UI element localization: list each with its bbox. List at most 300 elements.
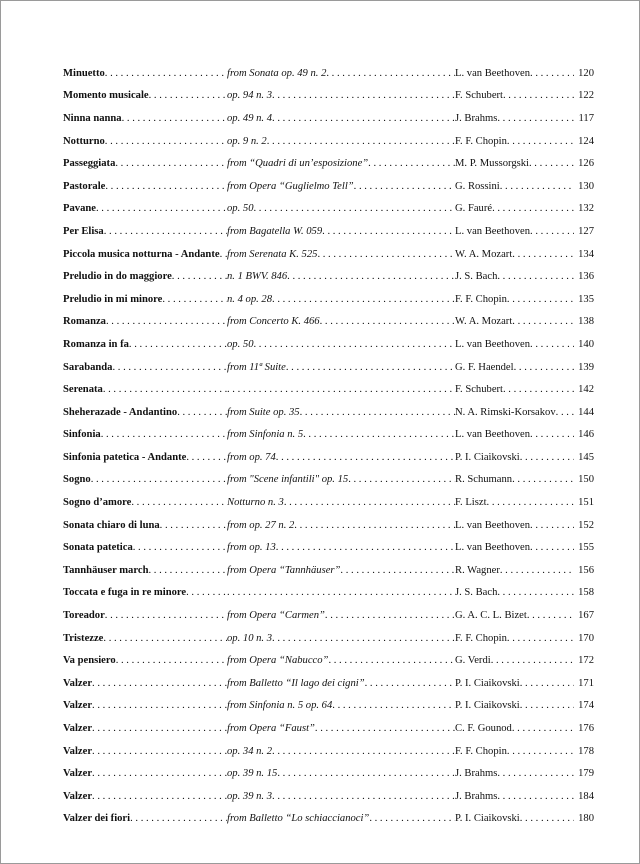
- page-number: 179: [578, 768, 594, 780]
- dot-leader: [272, 90, 455, 101]
- source-work-cell: [227, 452, 455, 463]
- source-work-cell: [227, 294, 455, 305]
- source-work-cell: [227, 587, 455, 598]
- dot-leader: [112, 362, 227, 373]
- source-work: from Balletto “Lo schiaccianoci”: [227, 813, 370, 825]
- composer: M. P. Mussorgski: [455, 158, 529, 170]
- composer-cell: [455, 271, 574, 282]
- toc-entry[interactable]: [63, 514, 594, 537]
- composer-cell: [455, 316, 574, 327]
- toc-entry[interactable]: [63, 152, 594, 175]
- piece-title-cell: [63, 90, 227, 101]
- source-work-cell: [227, 633, 455, 644]
- source-work: op. 49 n. 4: [227, 112, 273, 124]
- toc-entry[interactable]: [63, 175, 594, 198]
- dot-leader: [317, 249, 455, 260]
- toc-entry[interactable]: [63, 424, 594, 447]
- page-number: 184: [578, 790, 594, 802]
- composer-cell: [455, 362, 574, 373]
- table-of-contents: [63, 62, 594, 830]
- piece-title-cell: [63, 249, 227, 260]
- piece-title-cell: [63, 723, 227, 734]
- source-work: from Opera “Guglielmo Tell”: [227, 180, 354, 192]
- dot-leader: [497, 271, 574, 282]
- piece-title-cell: [63, 791, 227, 802]
- dot-leader: [529, 158, 574, 169]
- composer: P. I. Ciaikovski: [455, 700, 520, 712]
- dot-leader: [348, 474, 455, 485]
- source-work: from 11ª Suite: [227, 361, 286, 373]
- source-work-cell: [227, 723, 455, 734]
- source-work-cell: [227, 203, 455, 214]
- composer-cell: [455, 746, 574, 757]
- composer-cell: [455, 68, 574, 79]
- composer-cell: [455, 791, 574, 802]
- piece-title-cell: [63, 474, 227, 485]
- composer-cell: [455, 655, 574, 666]
- dot-leader: [277, 768, 455, 779]
- composer: L. van Beethoven: [455, 429, 531, 441]
- page-number: 136: [578, 271, 594, 283]
- page-number: 170: [578, 632, 594, 644]
- piece-title-cell: [63, 768, 227, 779]
- toc-entry[interactable]: [63, 265, 594, 288]
- page-number: 134: [578, 248, 594, 260]
- toc-entry[interactable]: [63, 762, 594, 785]
- toc-entry[interactable]: [63, 808, 594, 831]
- composer-cell: [455, 136, 574, 147]
- piece-title: Valzer: [63, 745, 93, 757]
- source-work-cell: [227, 610, 455, 621]
- source-work-cell: [227, 136, 455, 147]
- composer-cell: [455, 610, 574, 621]
- dot-leader: [91, 474, 227, 485]
- piece-title-cell: [63, 271, 227, 282]
- dot-leader: [322, 226, 455, 237]
- dot-leader: [300, 407, 455, 418]
- dot-leader: [177, 407, 227, 418]
- toc-entry[interactable]: [63, 107, 594, 130]
- page-number: 144: [578, 406, 594, 418]
- dot-leader: [130, 813, 227, 824]
- source-work-cell: [227, 768, 455, 779]
- page-number: 127: [578, 225, 594, 237]
- source-work-cell: [227, 429, 455, 440]
- composer: J. S. Bach: [455, 587, 498, 599]
- toc-entry[interactable]: [63, 356, 594, 379]
- page-number: 130: [578, 180, 594, 192]
- piece-title-cell: [63, 181, 227, 192]
- toc-entry[interactable]: [63, 220, 594, 243]
- source-work-cell: [227, 700, 455, 711]
- piece-title: Valzer: [63, 700, 93, 712]
- dot-leader: [507, 136, 574, 147]
- page-number: 124: [578, 135, 594, 147]
- dot-leader: [507, 294, 574, 305]
- piece-title: Sarabanda: [63, 361, 113, 373]
- composer: L. van Beethoven: [455, 542, 531, 554]
- piece-title: Per Elisa: [63, 225, 104, 237]
- toc-entry[interactable]: [63, 785, 594, 808]
- piece-title: Minuetto: [63, 67, 105, 79]
- dot-leader: [507, 746, 574, 757]
- piece-title: Passeggiata: [63, 158, 116, 170]
- piece-title-cell: [63, 158, 227, 169]
- source-work: from op. 74: [227, 451, 276, 463]
- source-work: from Opera “Carmen”: [227, 610, 325, 622]
- source-work: op. 50: [227, 338, 254, 350]
- composer: F. Liszt: [455, 497, 487, 509]
- dot-leader: [116, 655, 227, 666]
- source-work-cell: [227, 565, 455, 576]
- piece-title: Valzer: [63, 768, 93, 780]
- dot-leader: [101, 429, 227, 440]
- composer: R. Wagner: [455, 564, 500, 576]
- composer: J. Brahms: [455, 790, 498, 802]
- toc-entry[interactable]: [63, 717, 594, 740]
- source-work: from Opera “Nabucco”: [227, 655, 329, 667]
- page-number: 126: [578, 158, 594, 170]
- dot-leader: [105, 610, 227, 621]
- piece-title-cell: [63, 633, 227, 644]
- piece-title-cell: [63, 384, 227, 395]
- dot-leader: [520, 700, 574, 711]
- page-number: 142: [578, 384, 594, 396]
- composer: G. Verdi: [455, 655, 491, 667]
- dot-leader: [491, 655, 574, 666]
- piece-title: Romanza: [63, 316, 106, 328]
- dot-leader: [492, 203, 574, 214]
- dot-leader: [368, 158, 455, 169]
- source-work: from Concerto K. 466: [227, 316, 320, 328]
- dot-leader: [507, 633, 574, 644]
- dot-leader: [253, 339, 455, 350]
- composer: J. Brahms: [455, 112, 498, 124]
- composer-cell: [455, 520, 574, 531]
- source-work: from Serenata K. 525: [227, 248, 318, 260]
- composer: J. Brahms: [455, 768, 498, 780]
- toc-entry[interactable]: [63, 672, 594, 695]
- page-number: 172: [578, 655, 594, 667]
- piece-title: Sogno: [63, 474, 91, 486]
- dot-leader: [315, 723, 455, 734]
- composer-cell: [455, 158, 574, 169]
- composer: F. Schubert: [455, 384, 503, 396]
- dot-leader: [227, 384, 455, 395]
- piece-title: Tannhäuser march: [63, 564, 149, 576]
- piece-title-cell: [63, 610, 227, 621]
- piece-title: Tristezze: [63, 632, 104, 644]
- piece-title: Sogno d’amore: [63, 497, 132, 509]
- dot-leader: [220, 249, 227, 260]
- piece-title-cell: [63, 294, 227, 305]
- toc-entry[interactable]: [63, 491, 594, 514]
- composer-cell: [455, 678, 574, 689]
- dot-leader: [131, 497, 227, 508]
- piece-title: Va pensiero: [63, 655, 116, 667]
- piece-title: Romanza in fa: [63, 338, 129, 350]
- source-work: n. 4 op. 28: [227, 293, 273, 305]
- source-work-cell: [227, 678, 455, 689]
- dot-leader: [500, 181, 574, 192]
- composer-cell: [455, 226, 574, 237]
- dot-leader: [497, 791, 574, 802]
- toc-entry[interactable]: [63, 378, 594, 401]
- dot-leader: [105, 136, 227, 147]
- composer-cell: [455, 249, 574, 260]
- composer: F. Schubert: [455, 90, 503, 102]
- source-work-cell: [227, 497, 455, 508]
- dot-leader: [103, 384, 227, 395]
- source-work-cell: [227, 113, 455, 124]
- page-number: 139: [578, 361, 594, 373]
- piece-title: Valzer dei fiori: [63, 813, 131, 825]
- composer-cell: [455, 203, 574, 214]
- source-work-cell: [227, 407, 455, 418]
- dot-leader: [272, 294, 455, 305]
- piece-title: Preludio in do maggiore: [63, 271, 172, 283]
- source-work: from Opera “Tannhäuser”: [227, 564, 341, 576]
- source-work: op. 34 n. 2: [227, 745, 273, 757]
- piece-title-cell: [63, 226, 227, 237]
- source-work: from Suite op. 35: [227, 406, 300, 418]
- dot-leader: [520, 452, 574, 463]
- source-work-cell: [227, 68, 455, 79]
- piece-title-cell: [63, 362, 227, 373]
- piece-title: Pastorale: [63, 180, 106, 192]
- composer: F. F. Chopin: [455, 293, 507, 305]
- dot-leader: [133, 542, 227, 553]
- dot-leader: [497, 587, 574, 598]
- dot-leader: [487, 497, 574, 508]
- source-work: Notturno n. 3: [227, 497, 284, 509]
- dot-leader: [287, 271, 455, 282]
- dot-leader: [325, 610, 455, 621]
- toc-entry[interactable]: [63, 559, 594, 582]
- source-work: op. 39 n. 15: [227, 768, 278, 780]
- piece-title-cell: [63, 407, 227, 418]
- piece-title: Valzer: [63, 723, 93, 735]
- composer: F. F. Chopin: [455, 135, 507, 147]
- piece-title: Sheherazade - Andantino: [63, 406, 178, 418]
- composer-cell: [455, 429, 574, 440]
- page-number: 156: [578, 564, 594, 576]
- toc-entry[interactable]: [63, 649, 594, 672]
- page-number: 135: [578, 293, 594, 305]
- source-work: from Sinfonia n. 5: [227, 429, 304, 441]
- composer: G. Fauré: [455, 203, 493, 215]
- composer: W. A. Mozart: [455, 316, 513, 328]
- piece-title: Valzer: [63, 677, 93, 689]
- toc-entry[interactable]: [63, 288, 594, 311]
- dot-leader: [514, 362, 574, 373]
- toc-entry[interactable]: [63, 469, 594, 492]
- toc-entry[interactable]: [63, 62, 594, 85]
- page-number: 167: [578, 610, 594, 622]
- piece-title-cell: [63, 655, 227, 666]
- piece-title-cell: [63, 136, 227, 147]
- dot-leader: [105, 68, 227, 79]
- toc-entry[interactable]: [63, 446, 594, 469]
- piece-title: Ninna nanna: [63, 112, 122, 124]
- page-number: 176: [578, 723, 594, 735]
- source-work-cell: [227, 542, 455, 553]
- piece-title-cell: [63, 113, 227, 124]
- piece-title: Preludio in mi minore: [63, 293, 163, 305]
- dot-leader: [186, 587, 227, 598]
- composer: F. F. Chopin: [455, 745, 507, 757]
- source-work-cell: [227, 339, 455, 350]
- page-number: 138: [578, 316, 594, 328]
- dot-leader: [365, 678, 455, 689]
- source-work: from Bagatella W. 059: [227, 225, 323, 237]
- dot-leader: [340, 565, 455, 576]
- page-number: 152: [578, 519, 594, 531]
- piece-title-cell: [63, 813, 227, 824]
- piece-title-cell: [63, 203, 227, 214]
- dot-leader: [149, 90, 227, 101]
- dot-leader: [92, 700, 227, 711]
- dot-leader: [497, 768, 574, 779]
- composer-cell: [455, 407, 574, 418]
- page-number: 117: [578, 112, 594, 124]
- toc-entry[interactable]: [63, 740, 594, 763]
- page-number: 146: [578, 429, 594, 441]
- composer-cell: [455, 339, 574, 350]
- composer: G. Rossini: [455, 180, 500, 192]
- source-work: from “Quadri di un’esposizione”: [227, 158, 369, 170]
- dot-leader: [530, 226, 574, 237]
- source-work: from "Scene infantili" op. 15: [227, 474, 349, 486]
- piece-title-cell: [63, 700, 227, 711]
- source-work-cell: [227, 158, 455, 169]
- toc-entry[interactable]: [63, 604, 594, 627]
- toc-entry[interactable]: [63, 130, 594, 153]
- toc-entry[interactable]: [63, 243, 594, 266]
- dot-leader: [276, 452, 455, 463]
- piece-title-cell: [63, 339, 227, 350]
- piece-title: Momento musicale: [63, 90, 149, 102]
- piece-title-cell: [63, 746, 227, 757]
- dot-leader: [530, 542, 574, 553]
- piece-title: Pavane: [63, 203, 96, 215]
- composer: G. F. Haendel: [455, 361, 514, 373]
- dot-leader: [284, 497, 455, 508]
- dot-leader: [512, 474, 574, 485]
- composer-cell: [455, 633, 574, 644]
- composer-cell: [455, 384, 574, 395]
- page-number: 171: [578, 677, 594, 689]
- page-number: 180: [578, 813, 594, 825]
- dot-leader: [320, 316, 455, 327]
- dot-leader: [369, 813, 455, 824]
- composer: L. van Beethoven: [455, 519, 531, 531]
- source-work-cell: [227, 791, 455, 802]
- composer-cell: [455, 294, 574, 305]
- source-work-cell: [227, 813, 455, 824]
- dot-leader: [186, 452, 227, 463]
- dot-leader: [115, 158, 227, 169]
- toc-entry[interactable]: [63, 85, 594, 108]
- composer-cell: [455, 565, 574, 576]
- dot-leader: [272, 633, 455, 644]
- source-work: op. 39 n. 3: [227, 790, 273, 802]
- toc-entry[interactable]: [63, 401, 594, 424]
- source-work: from Opera “Faust”: [227, 723, 315, 735]
- dot-leader: [172, 271, 227, 282]
- composer: G. A. C. L. Bizet: [455, 610, 527, 622]
- dot-leader: [92, 678, 227, 689]
- dot-leader: [272, 113, 455, 124]
- composer-cell: [455, 497, 574, 508]
- dot-leader: [332, 700, 455, 711]
- dot-leader: [272, 746, 455, 757]
- toc-entry[interactable]: [63, 582, 594, 605]
- toc-entry[interactable]: [63, 333, 594, 356]
- composer: L. van Beethoven: [455, 338, 531, 350]
- dot-leader: [294, 520, 455, 531]
- composer-cell: [455, 768, 574, 779]
- dot-leader: [129, 339, 227, 350]
- toc-entry[interactable]: [63, 311, 594, 334]
- composer-cell: [455, 542, 574, 553]
- dot-leader: [104, 226, 227, 237]
- dot-leader: [556, 407, 574, 418]
- source-work: from op. 13: [227, 542, 276, 554]
- piece-title-cell: [63, 678, 227, 689]
- dot-leader: [512, 723, 574, 734]
- toc-entry[interactable]: [63, 536, 594, 559]
- source-work: op. 9 n. 2: [227, 135, 267, 147]
- page-number: 140: [578, 338, 594, 350]
- dot-leader: [276, 542, 455, 553]
- piece-title: Notturno: [63, 135, 105, 147]
- page-number: 150: [578, 474, 594, 486]
- source-work-cell: [227, 90, 455, 101]
- source-work: op. 50: [227, 203, 254, 215]
- dot-leader: [122, 113, 227, 124]
- dot-leader: [272, 791, 455, 802]
- dot-leader: [520, 813, 574, 824]
- toc-entry[interactable]: [63, 198, 594, 221]
- dot-leader: [303, 429, 455, 440]
- piece-title: Sonata chiaro di luna: [63, 519, 160, 531]
- dot-leader: [512, 316, 574, 327]
- composer-cell: [455, 113, 574, 124]
- composer-cell: [455, 181, 574, 192]
- source-work-cell: [227, 362, 455, 373]
- dot-leader: [520, 678, 574, 689]
- dot-leader: [148, 565, 227, 576]
- toc-entry[interactable]: [63, 627, 594, 650]
- dot-leader: [500, 565, 574, 576]
- dot-leader: [354, 181, 455, 192]
- page-number: 174: [578, 700, 594, 712]
- source-work-cell: [227, 271, 455, 282]
- source-work: op. 94 n. 3: [227, 90, 273, 102]
- page-number: 122: [578, 90, 594, 102]
- composer: J. S. Bach: [455, 271, 498, 283]
- composer: R. Schumann: [455, 474, 513, 486]
- composer-cell: [455, 474, 574, 485]
- composer-cell: [455, 452, 574, 463]
- piece-title-cell: [63, 565, 227, 576]
- piece-title-cell: [63, 542, 227, 553]
- piece-title: Sinfonia patetica - Andante: [63, 451, 187, 463]
- piece-title-cell: [63, 68, 227, 79]
- toc-entry[interactable]: [63, 695, 594, 718]
- source-work: from Sonata op. 49 n. 2: [227, 67, 327, 79]
